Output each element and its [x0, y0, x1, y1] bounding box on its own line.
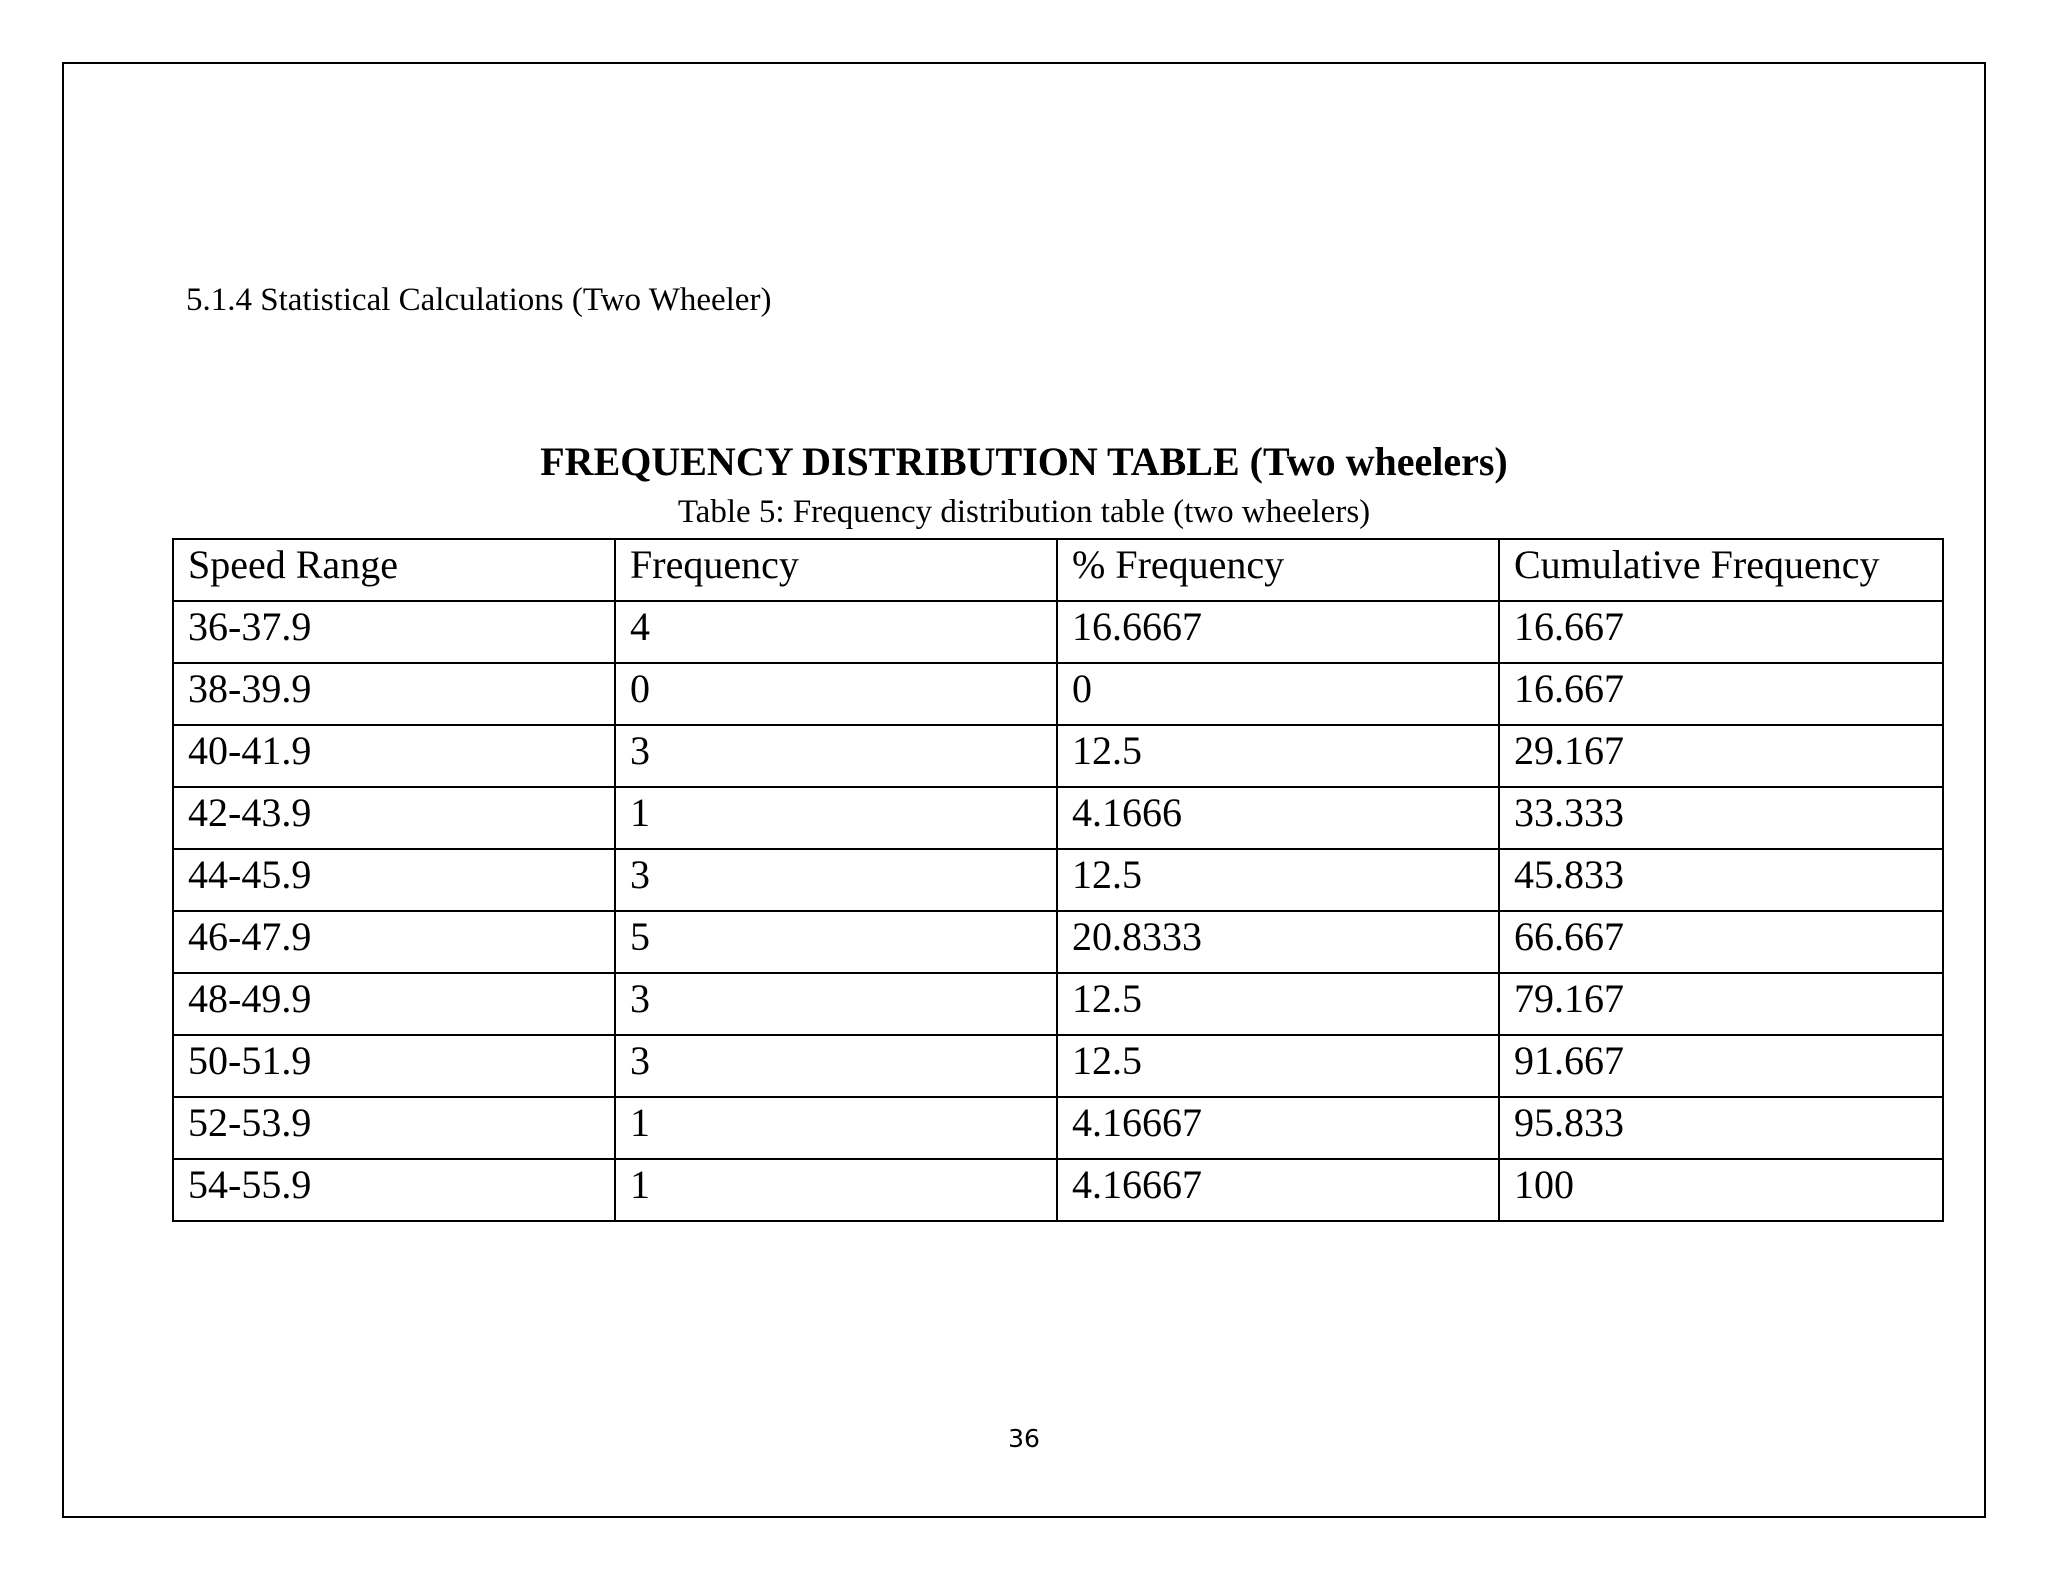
table-header-row — [173, 539, 1943, 601]
percent-frequency-cell: 12.5 — [1057, 725, 1499, 787]
frequency-cell: 1 — [615, 787, 1057, 849]
frequency-cell: 0 — [615, 663, 1057, 725]
frequency-cell: 1 — [615, 1159, 1057, 1221]
table-caption: Table 5: Frequency distribution table (two wheelers) — [677, 494, 1371, 530]
speed-range-cell: 36-37.9 — [173, 601, 615, 663]
frequency-cell: 1 — [615, 1097, 1057, 1159]
speed-range-cell: 48-49.9 — [173, 973, 615, 1035]
percent-frequency-cell: 0 — [1057, 663, 1499, 725]
frequency-cell: 3 — [615, 973, 1057, 1035]
frequency-cell: 3 — [615, 725, 1057, 787]
table-row — [173, 973, 1943, 1035]
table-row — [173, 725, 1943, 787]
percent-frequency-cell: 4.1666 — [1057, 787, 1499, 849]
percent-frequency-cell: 12.5 — [1057, 973, 1499, 1035]
table-row — [173, 601, 1943, 663]
cumulative-frequency-cell: 16.667 — [1499, 601, 1943, 663]
percent-frequency-cell: 4.16667 — [1057, 1159, 1499, 1221]
table-row — [173, 1159, 1943, 1221]
frequency-distribution-table — [172, 538, 1944, 1222]
header-speed-range: Speed Range — [173, 539, 615, 601]
percent-frequency-cell: 12.5 — [1057, 1035, 1499, 1097]
table-row — [173, 849, 1943, 911]
percent-frequency-cell: 12.5 — [1057, 849, 1499, 911]
cumulative-frequency-cell: 95.833 — [1499, 1097, 1943, 1159]
table-row — [173, 1035, 1943, 1097]
table-row — [173, 787, 1943, 849]
speed-range-cell: 42-43.9 — [173, 787, 615, 849]
frequency-cell: 5 — [615, 911, 1057, 973]
header-percent-frequency: % Frequency — [1057, 539, 1499, 601]
percent-frequency-cell: 20.8333 — [1057, 911, 1499, 973]
page-number: 36 — [1008, 1424, 1040, 1453]
table-row — [173, 663, 1943, 725]
cumulative-frequency-cell: 91.667 — [1499, 1035, 1943, 1097]
cumulative-frequency-cell: 100 — [1499, 1159, 1943, 1221]
speed-range-cell: 38-39.9 — [173, 663, 615, 725]
cumulative-frequency-cell: 33.333 — [1499, 787, 1943, 849]
cumulative-frequency-cell: 79.167 — [1499, 973, 1943, 1035]
cumulative-frequency-cell: 66.667 — [1499, 911, 1943, 973]
speed-range-cell: 52-53.9 — [173, 1097, 615, 1159]
speed-range-cell: 40-41.9 — [173, 725, 615, 787]
frequency-cell: 3 — [615, 1035, 1057, 1097]
cumulative-frequency-cell: 45.833 — [1499, 849, 1943, 911]
frequency-cell: 3 — [615, 849, 1057, 911]
speed-range-cell: 50-51.9 — [173, 1035, 615, 1097]
speed-range-cell: 44-45.9 — [173, 849, 615, 911]
table-row — [173, 1097, 1943, 1159]
cumulative-frequency-cell: 16.667 — [1499, 663, 1943, 725]
header-frequency: Frequency — [615, 539, 1057, 601]
header-cumulative-frequency: Cumulative Frequency — [1499, 539, 1943, 601]
percent-frequency-cell: 16.6667 — [1057, 601, 1499, 663]
speed-range-cell: 46-47.9 — [173, 911, 615, 973]
frequency-cell: 4 — [615, 601, 1057, 663]
table-row — [173, 911, 1943, 973]
section-heading: 5.1.4 Statistical Calculations (Two Wheeler) — [186, 282, 772, 318]
percent-frequency-cell: 4.16667 — [1057, 1097, 1499, 1159]
cumulative-frequency-cell: 29.167 — [1499, 725, 1943, 787]
speed-range-cell: 54-55.9 — [173, 1159, 615, 1221]
table-title: FREQUENCY DISTRIBUTION TABLE (Two wheelers) — [540, 439, 1508, 484]
